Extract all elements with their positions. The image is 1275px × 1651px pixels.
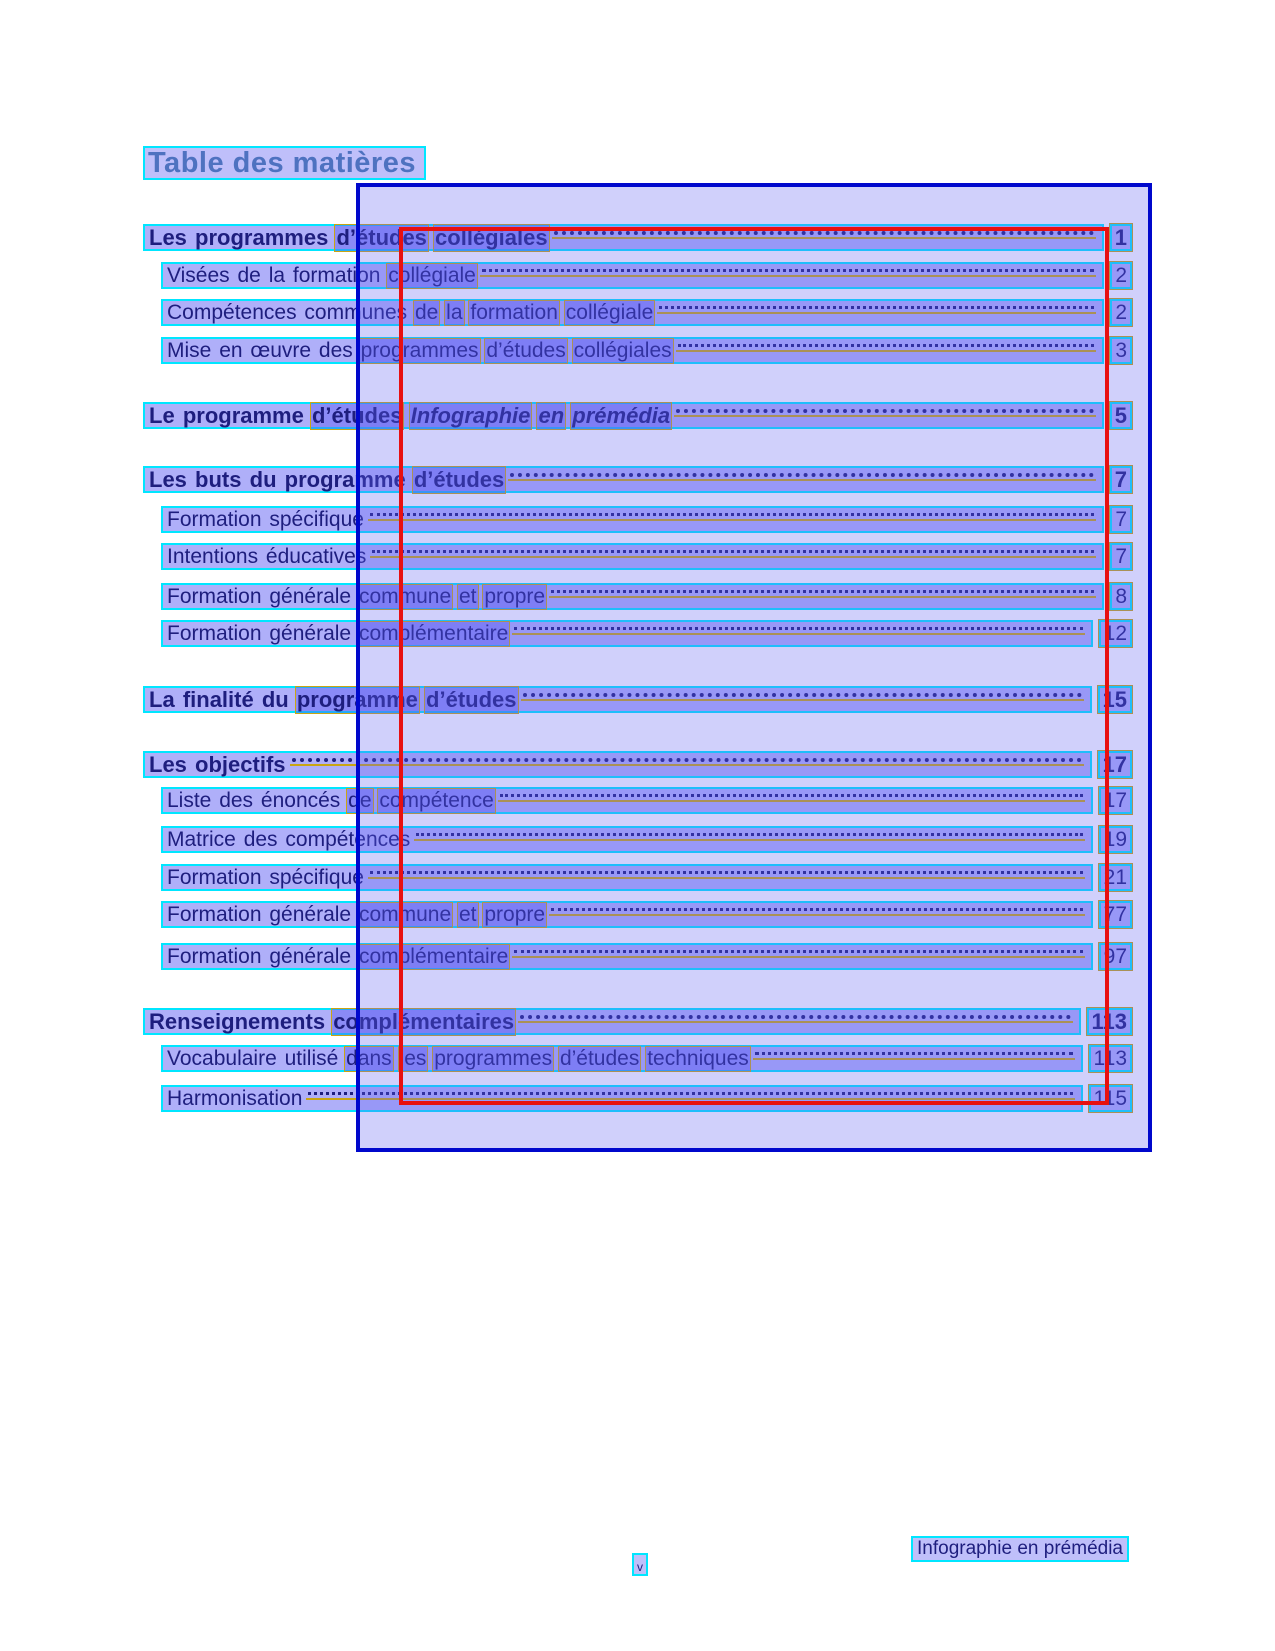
- toc-word: spécifique: [269, 507, 364, 531]
- toc-word: Mise: [167, 338, 212, 362]
- leader-dots-line: [554, 231, 1094, 235]
- toc-word: générale: [269, 902, 352, 926]
- toc-row-label: [166, 903, 546, 927]
- toc-word: spécifique: [269, 865, 364, 889]
- toc-row-highlight: [161, 901, 1093, 928]
- toc-row[interactable]: [161, 299, 1132, 326]
- toc-word: Visées: [167, 263, 230, 287]
- toc-word: utilisé: [284, 1046, 339, 1070]
- toc-word: énoncés: [260, 788, 341, 812]
- toc-word: d’études: [426, 686, 517, 712]
- leader-dots-line: [482, 269, 1094, 272]
- leader-dots-line: [551, 590, 1094, 593]
- toc-row[interactable]: [161, 620, 1132, 647]
- toc-row[interactable]: [143, 751, 1132, 778]
- toc-page-number: 7: [1110, 543, 1132, 570]
- toc-word: finalité: [182, 686, 254, 712]
- toc-row[interactable]: [161, 1085, 1132, 1112]
- toc-row[interactable]: [161, 262, 1132, 289]
- toc-word: complémentaires: [333, 1008, 515, 1034]
- toc-word: programmes: [360, 338, 479, 362]
- toc-word: éducatives: [265, 544, 367, 568]
- toc-row-highlight: [161, 299, 1104, 326]
- toc-row[interactable]: [161, 506, 1132, 533]
- toc-page-number: 15: [1098, 686, 1132, 713]
- toc-word: collégiales: [435, 224, 548, 250]
- toc-word: collégiale: [388, 263, 476, 287]
- toc-row-highlight: [161, 506, 1104, 533]
- toc-word: du: [249, 466, 277, 492]
- toc-word: compétence: [379, 788, 494, 812]
- toc-word: complémentaire: [358, 621, 509, 645]
- toc-word: programmes: [195, 224, 329, 250]
- toc-row[interactable]: [161, 826, 1132, 853]
- toc-row-label: [148, 467, 505, 493]
- leader-dots-line: [500, 794, 1083, 797]
- toc-row-highlight: [143, 224, 1104, 251]
- toc-row[interactable]: [161, 1045, 1132, 1072]
- toc-row[interactable]: [143, 466, 1132, 493]
- toc-row-label: [148, 752, 287, 778]
- toc-row-label: [166, 339, 673, 363]
- toc-word: d’études: [413, 466, 505, 492]
- footer-program-label: [911, 1536, 1129, 1562]
- toc-row[interactable]: [143, 1008, 1132, 1035]
- toc-word: générale: [269, 944, 352, 968]
- toc-row-highlight: [161, 337, 1104, 364]
- toc-word: Les: [149, 751, 187, 777]
- leader-dots-line: [659, 306, 1094, 309]
- toc-word: Matrice: [167, 827, 236, 851]
- toc-page-number: 17: [1099, 787, 1132, 814]
- toc-word: propre: [484, 584, 546, 608]
- toc-word: Compétences: [167, 300, 297, 324]
- toc-word: Renseignements: [149, 1008, 326, 1034]
- toc-row-highlight: [161, 1045, 1083, 1072]
- footer-program-text: Infographie en prémédia: [917, 1538, 1123, 1559]
- toc-row-label: [148, 225, 549, 251]
- toc-word: générale: [269, 584, 352, 608]
- toc-row-label: [166, 508, 365, 532]
- toc-word: collégiale: [565, 300, 654, 324]
- toc-word: propre: [484, 902, 546, 926]
- toc-row-label: [148, 687, 518, 713]
- toc-row-label: [166, 1087, 303, 1111]
- toc-page-number: 2: [1110, 299, 1132, 326]
- toc-page-number: 113: [1087, 1008, 1133, 1035]
- toc-page-number: 7: [1110, 466, 1132, 493]
- toc-word: Formation: [167, 944, 262, 968]
- annotation-overlay-box: [356, 183, 1152, 1152]
- toc-row-label: [166, 1047, 750, 1071]
- toc-word: et: [459, 584, 477, 608]
- toc-word: la: [446, 300, 463, 324]
- toc-word: d’études: [311, 402, 403, 428]
- toc-word: Infographie: [410, 402, 531, 428]
- toc-word: Formation: [167, 507, 262, 531]
- leader-dots-line: [551, 908, 1083, 911]
- toc-row-label: [166, 585, 546, 609]
- leader-dots-line: [676, 409, 1094, 413]
- toc-row-highlight: [143, 402, 1104, 429]
- toc-row[interactable]: [161, 337, 1132, 364]
- toc-word: La: [149, 686, 175, 712]
- toc-word: formation: [292, 263, 381, 287]
- toc-word: Harmonisation: [167, 1086, 303, 1110]
- toc-row-highlight: [161, 620, 1093, 647]
- leader-dots-line: [514, 950, 1082, 953]
- leader-dots-line: [372, 550, 1094, 553]
- toc-word: les: [399, 1046, 427, 1070]
- toc-word: programmes: [434, 1046, 553, 1070]
- toc-word: programme: [296, 686, 418, 712]
- leader-dots-line: [370, 871, 1083, 874]
- toc-word: Formation: [167, 865, 262, 889]
- toc-page-number: 5: [1110, 402, 1132, 429]
- toc-word: techniques: [647, 1046, 749, 1070]
- toc-page-number: 19: [1099, 826, 1132, 853]
- toc-row-label: [148, 1009, 515, 1035]
- toc-page-number: 17: [1098, 751, 1132, 778]
- toc-row-highlight: [161, 262, 1104, 289]
- toc-page-number: 12: [1099, 620, 1132, 647]
- toc-page-number: 2: [1110, 262, 1132, 289]
- leader-dots-line: [370, 513, 1094, 516]
- toc-word: d’études: [559, 1046, 640, 1070]
- toc-word: de: [237, 263, 261, 287]
- toc-row-highlight: [161, 826, 1093, 853]
- toc-row-highlight: [161, 864, 1093, 891]
- toc-word: communes: [304, 300, 408, 324]
- toc-row-label: [148, 403, 671, 429]
- toc-row-highlight: [143, 466, 1104, 493]
- toc-word: Liste: [167, 788, 212, 812]
- toc-word: du: [261, 686, 289, 712]
- toc-row-label: [166, 545, 367, 569]
- toc-word: Intentions: [167, 544, 259, 568]
- toc-word: Le: [149, 402, 175, 428]
- footer-page-number-text: v: [637, 1559, 643, 1574]
- toc-page-number: 113: [1089, 1045, 1132, 1072]
- toc-row-highlight: [161, 943, 1093, 970]
- toc-row-highlight: [143, 686, 1092, 713]
- toc-word: en: [219, 338, 243, 362]
- toc-word: Formation: [167, 621, 262, 645]
- toc-row-label: [166, 828, 411, 852]
- toc-word: d’études: [486, 338, 566, 362]
- toc-row[interactable]: [143, 224, 1132, 251]
- toc-word: œuvre: [250, 338, 312, 362]
- leader-dots-line: [510, 473, 1093, 477]
- page-title-text: Table des matières: [148, 146, 416, 179]
- toc-word: des: [318, 338, 353, 362]
- toc-word: commune: [358, 584, 452, 608]
- toc-word: formation: [470, 300, 558, 324]
- toc-row[interactable]: [161, 787, 1132, 814]
- toc-word: de: [348, 788, 372, 812]
- leader-dots-line: [308, 1092, 1072, 1095]
- toc-word: de: [414, 300, 439, 324]
- toc-word: d’études: [336, 224, 427, 250]
- toc-word: compétences: [285, 827, 411, 851]
- toc-row-label: [166, 945, 509, 969]
- toc-word: dans: [346, 1046, 392, 1070]
- toc-page-number: 77: [1099, 901, 1132, 928]
- leader-dots-line: [416, 833, 1082, 836]
- leader-dots-line: [292, 758, 1082, 762]
- toc-row-highlight: [161, 787, 1093, 814]
- toc-word: prémédia: [572, 402, 671, 428]
- toc-word: des: [219, 788, 254, 812]
- toc-word: complémentaire: [358, 944, 509, 968]
- toc-row-label: [166, 622, 509, 646]
- toc-row[interactable]: [143, 686, 1132, 713]
- toc-page-number: 8: [1110, 583, 1132, 610]
- toc-word: objectifs: [195, 751, 286, 777]
- toc-row[interactable]: [161, 864, 1132, 891]
- toc-word: collégiales: [573, 338, 672, 362]
- toc-page-number: 7: [1110, 506, 1132, 533]
- leader-dots-line: [523, 693, 1082, 697]
- toc-word: buts: [195, 466, 242, 492]
- toc-row-highlight: [161, 583, 1104, 610]
- toc-row-highlight: [161, 1085, 1083, 1112]
- leader-dots-line: [520, 1015, 1070, 1019]
- toc-row-label: [166, 866, 365, 890]
- toc-row-highlight: [143, 1008, 1081, 1035]
- toc-word: Formation: [167, 902, 262, 926]
- toc-word: en: [538, 402, 565, 428]
- toc-word: des: [243, 827, 278, 851]
- toc-word: programme: [284, 466, 406, 492]
- toc-page-number: 115: [1089, 1085, 1132, 1112]
- toc-row-label: [166, 789, 495, 813]
- toc-word: Formation: [167, 584, 262, 608]
- toc-row[interactable]: [143, 402, 1132, 429]
- toc-word: commune: [358, 902, 452, 926]
- toc-row[interactable]: [161, 583, 1132, 610]
- toc-word: Les: [149, 224, 187, 250]
- toc-row-label: [166, 301, 654, 325]
- page-title: [143, 146, 426, 180]
- toc-row[interactable]: [161, 943, 1132, 970]
- toc-page-number: 97: [1099, 943, 1132, 970]
- toc-row-highlight: [143, 751, 1092, 778]
- leader-dots-line: [678, 344, 1095, 347]
- toc-row[interactable]: [161, 901, 1132, 928]
- toc-word: programme: [182, 402, 304, 428]
- toc-word: la: [268, 263, 286, 287]
- toc-word: Vocabulaire: [167, 1046, 277, 1070]
- toc-page-number: 1: [1110, 224, 1132, 251]
- toc-word: et: [459, 902, 477, 926]
- footer-page-number: [632, 1553, 648, 1576]
- toc-row-label: [166, 264, 477, 288]
- toc-word: Les: [149, 466, 187, 492]
- toc-word: générale: [269, 621, 352, 645]
- leader-dots-line: [514, 627, 1082, 630]
- toc-row[interactable]: [161, 543, 1132, 570]
- toc-row-highlight: [161, 543, 1104, 570]
- toc-page-number: 3: [1110, 337, 1132, 364]
- leader-dots-line: [755, 1052, 1073, 1055]
- toc-page-number: 21: [1099, 864, 1132, 891]
